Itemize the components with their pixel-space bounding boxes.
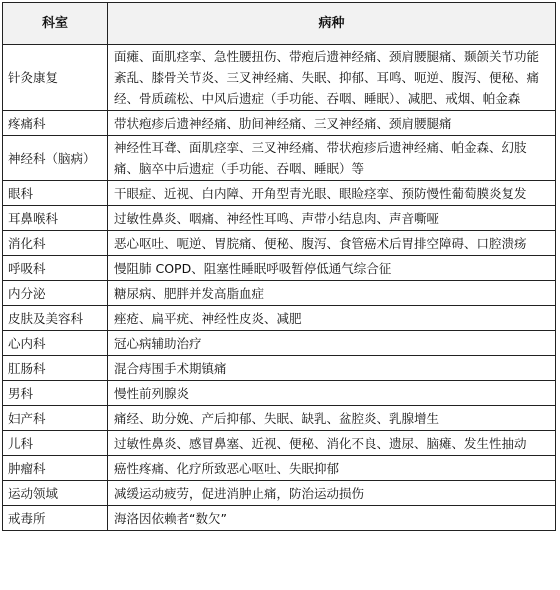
disease-cell: 神经性耳聋、面肌痉挛、三叉神经痛、带状疱疹后遗神经痛、帕金森、幻肢痛、脑卒中后遗症（手功能、吞咽、睡眠）等 [108,136,556,181]
dept-cell: 肛肠科 [3,356,108,381]
dept-cell: 男科 [3,381,108,406]
table-row [3,206,556,231]
disease-cell: 海洛因依赖者“数欠” [108,506,556,531]
disease-table-container [2,2,555,531]
disease-cell: 面瘫、面肌痉挛、急性腰扭伤、带疱后遗神经痛、颈肩腰腿痛、颞颌关节功能紊乱、膝骨关节炎、三叉神经痛、失眠、抑郁、耳鸣、呃逆、腹泻、便秘、痛经、骨质疏松、中风后遗症（手功能、吞咽、睡眠）、减肥、戒烟、帕金森 [108,45,556,111]
dept-cell: 儿科 [3,431,108,456]
table-row [3,481,556,506]
disease-cell: 慢阻肺 COPD、阻塞性睡眠呼吸暂停低通气综合征 [108,256,556,281]
dept-cell: 皮肤及美容科 [3,306,108,331]
disease-cell: 混合痔围手术期镇痛 [108,356,556,381]
table-row [3,45,556,111]
table-row [3,111,556,136]
department-disease-table [2,2,556,531]
dept-cell: 消化科 [3,231,108,256]
dept-cell: 神经科（脑病） [3,136,108,181]
disease-cell: 带状疱疹后遗神经痛、肋间神经痛、三叉神经痛、颈肩腰腿痛 [108,111,556,136]
header-disease: 病种 [108,3,556,45]
table-row [3,431,556,456]
disease-cell: 减缓运动疲劳，促进消肿止痛，防治运动损伤 [108,481,556,506]
dept-cell: 戒毒所 [3,506,108,531]
table-row [3,406,556,431]
header-dept: 科室 [3,3,108,45]
dept-cell: 针灸康复 [3,45,108,111]
disease-cell: 糖尿病、肥胖并发高脂血症 [108,281,556,306]
disease-cell: 恶心呕吐、呃逆、胃脘痛、便秘、腹泻、食管癌术后胃排空障碍、口腔溃疡 [108,231,556,256]
table-row [3,456,556,481]
dept-cell: 眼科 [3,181,108,206]
table-row [3,506,556,531]
dept-cell: 内分泌 [3,281,108,306]
disease-cell: 过敏性鼻炎、咽痛、神经性耳鸣、声带小结息肉、声音嘶哑 [108,206,556,231]
table-row [3,331,556,356]
disease-cell: 干眼症、近视、白内障、开角型青光眼、眼睑痉挛、预防慢性葡萄膜炎复发 [108,181,556,206]
disease-cell: 痤疮、扁平疣、神经性皮炎、减肥 [108,306,556,331]
dept-cell: 心内科 [3,331,108,356]
table-row [3,381,556,406]
disease-cell: 痛经、助分娩、产后抑郁、失眠、缺乳、盆腔炎、乳腺增生 [108,406,556,431]
table-row [3,356,556,381]
dept-cell: 肿瘤科 [3,456,108,481]
table-row [3,281,556,306]
table-row [3,231,556,256]
disease-cell: 慢性前列腺炎 [108,381,556,406]
disease-cell: 癌性疼痛、化疗所致恶心呕吐、失眠抑郁 [108,456,556,481]
table-row [3,256,556,281]
disease-cell: 过敏性鼻炎、感冒鼻塞、近视、便秘、消化不良、遗尿、脑瘫、发生性抽动 [108,431,556,456]
dept-cell: 妇产科 [3,406,108,431]
dept-cell: 疼痛科 [3,111,108,136]
table-header-row [3,3,556,45]
table-row [3,306,556,331]
disease-cell: 冠心病辅助治疗 [108,331,556,356]
dept-cell: 运动领域 [3,481,108,506]
table-row [3,136,556,181]
dept-cell: 呼吸科 [3,256,108,281]
table-row [3,181,556,206]
dept-cell: 耳鼻喉科 [3,206,108,231]
